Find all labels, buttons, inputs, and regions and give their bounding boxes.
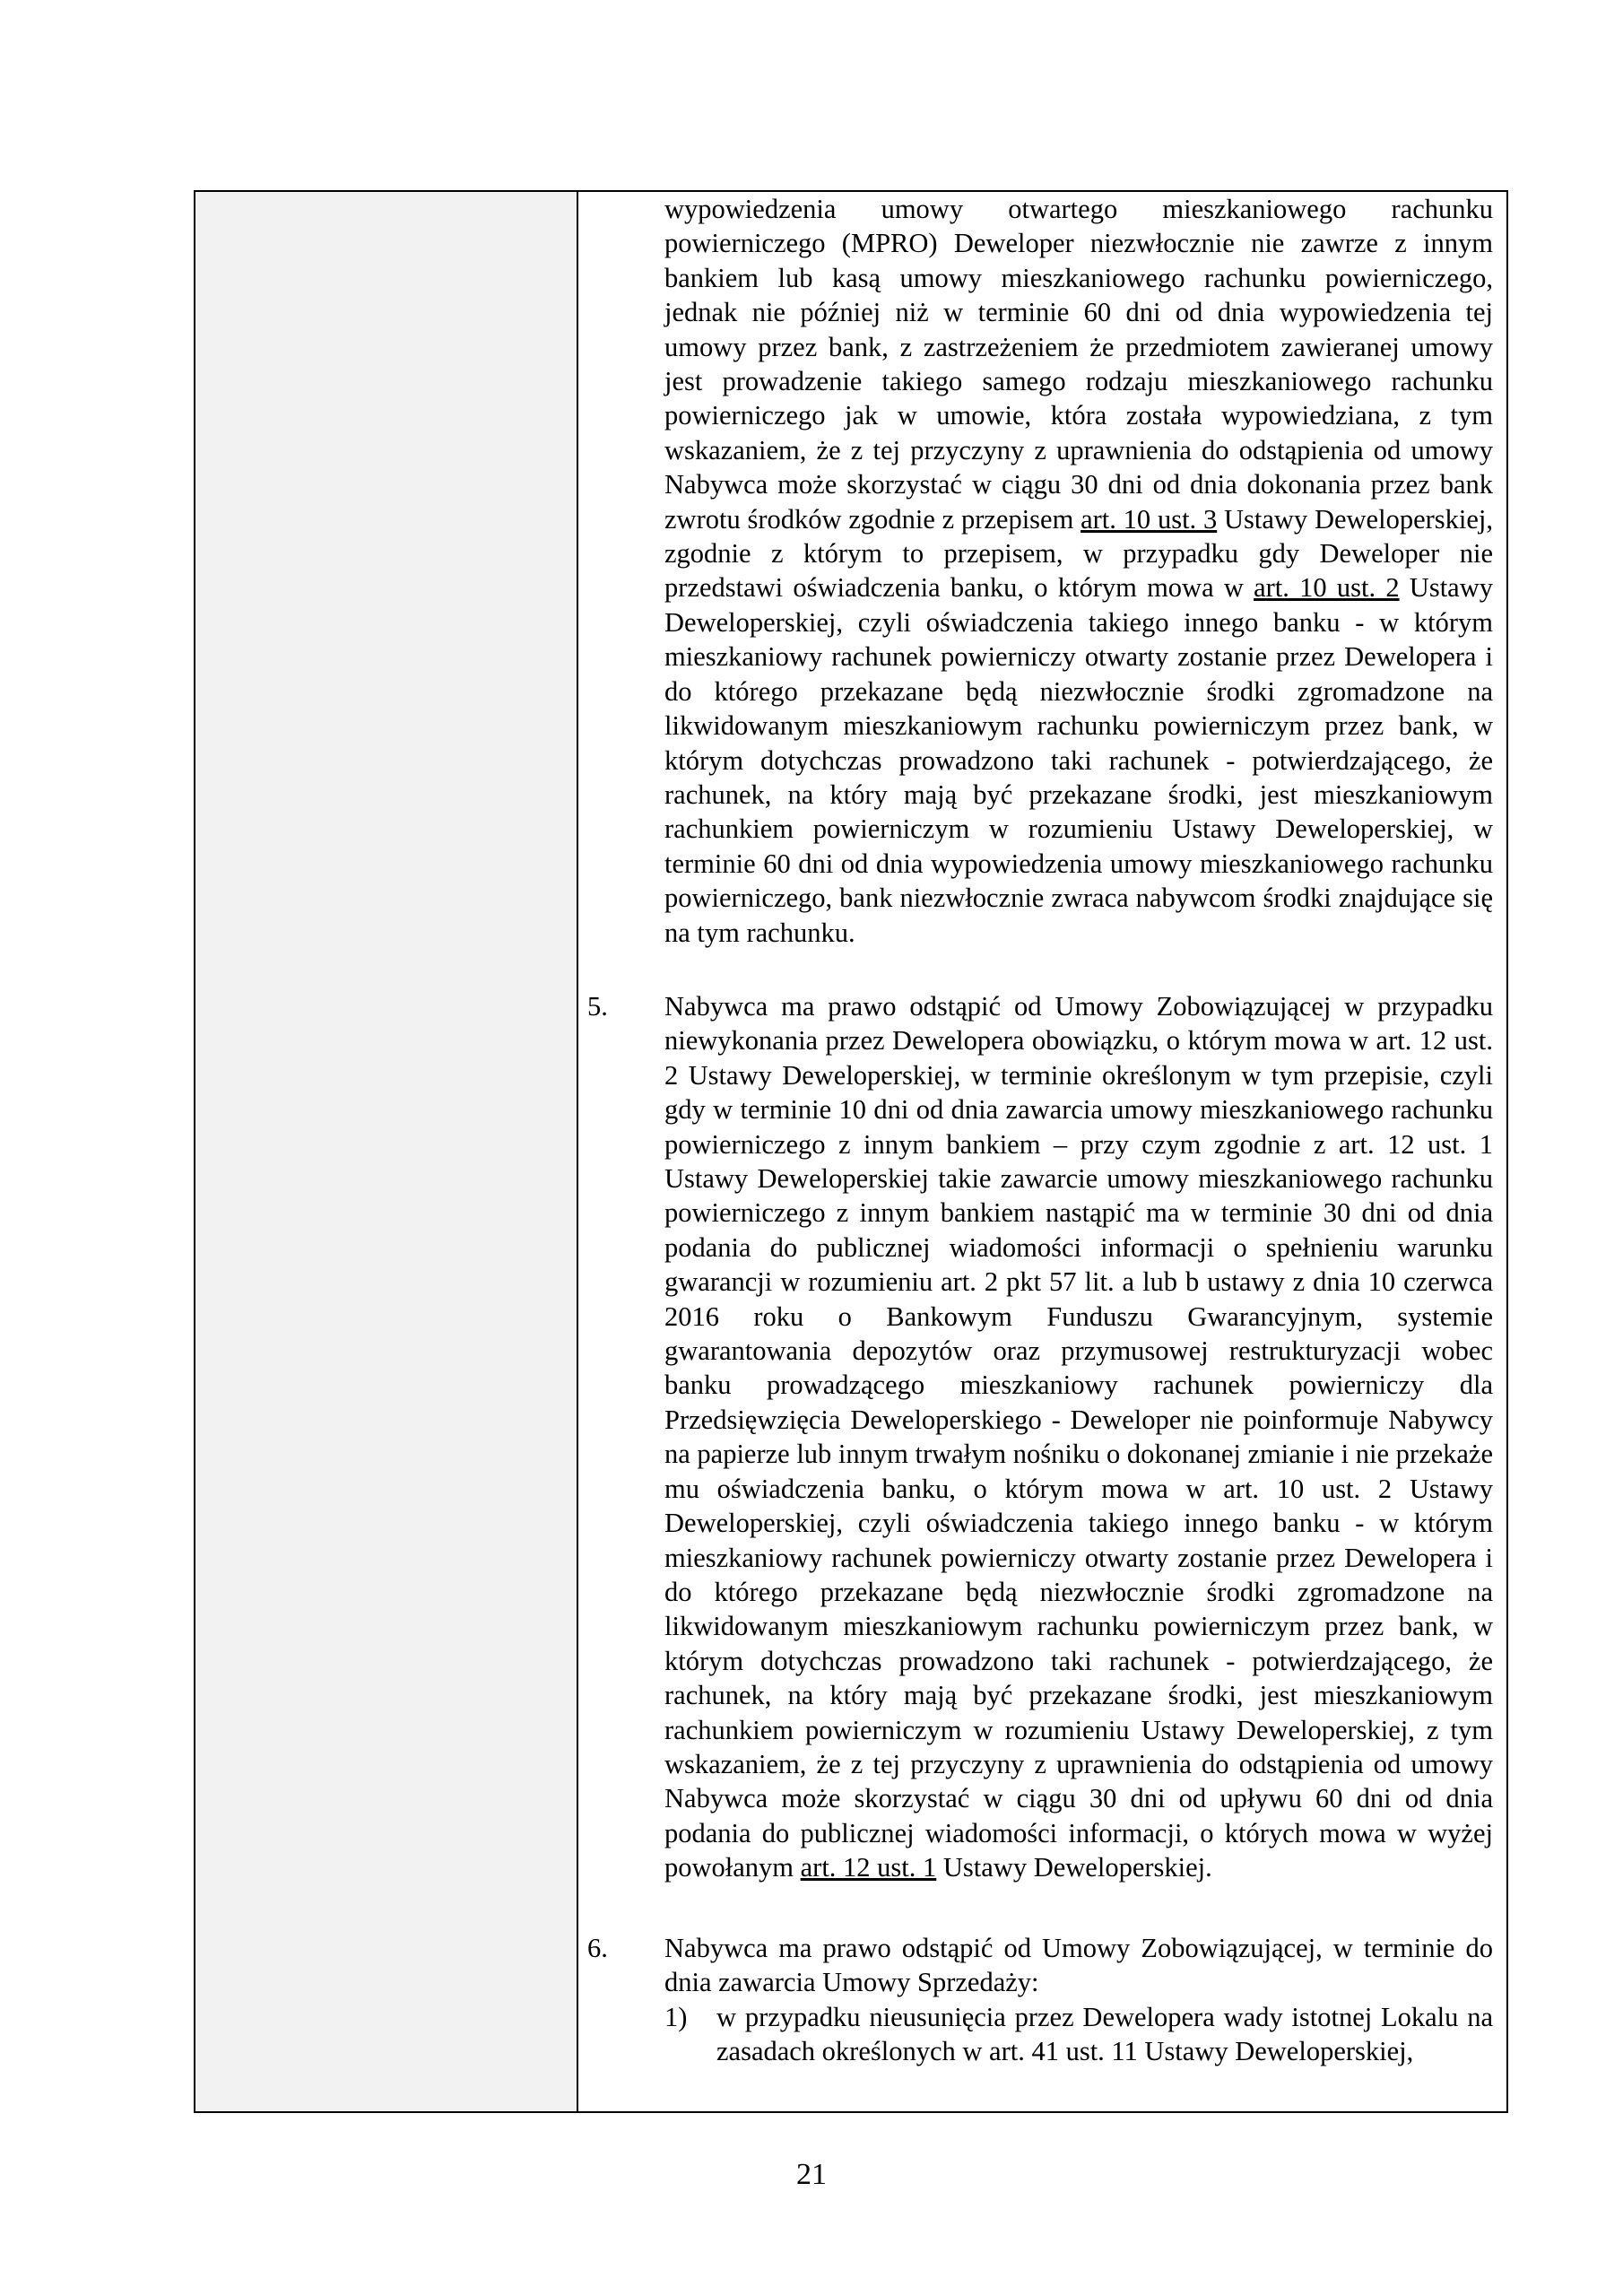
continued-text-3: Ustawy Deweloperskiej, czyli oświadczenia takiego innego banku - w którym mieszkaniowy rachunek powierniczy otwarty zostanie przez Dewelopera i do którego przekazane będą niezwłocznie środki zgromadzone na likwidowanym mieszkaniowym rachunku powierniczym przez bank, w którym dotychczas prowadzono taki rachunek - potwierdzającego, że rachunek, na który mają być przekazane środki, jest mieszkaniowym rachunkiem powierniczym w rozumieniu Ustawy Deweloperskiej, w terminie 60 dni od dnia wypowiedzenia umowy mieszkaniowego rachunku powierniczego, bank niezwłocznie zwraca nabywcom środki znajdujące się na tym rachunku.: [664, 572, 1493, 948]
right-column-cell: [580, 192, 1506, 2111]
item-5-text-1: Nabywca ma prawo odstąpić od Umowy Zobowiązującej w przypadku niewykonania przez Dewelopera obowiązku, o którym mowa w art. 12 ust. 2 Ustawy Deweloperskiej, w terminie określonym w tym przepisie, czyli gdy w terminie 10 dni od dnia zawarcia umowy mieszkaniowego rachunku powierniczego z innym bankiem – przy czym zgodnie z art. 12 ust. 1 Ustawy Deweloperskiej takie zawarcie umowy mieszkaniowego rachunku powierniczego z innym bankiem nastąpić ma w terminie 30 dni od dnia podania do publicznej wiadomości informacji o spełnieniu warunku gwarancji w rozumieniu art. 2 pkt 57 lit. a lub b ustawy z dnia 10 czerwca 2016 roku o Bankowym Funduszu Gwarancyjnym, systemie gwarantowania depozytów oraz przymusowej restrukturyzacji wobec banku prowadzącego mieszkaniowy rachunek powierniczy dla Przedsięwzięcia Deweloperskiego - Deweloper nie poinformuje Nabywcy na papierze lub innym trwałym nośniku o dokonanej zmianie i nie przekaże mu oświadczenia banku, o którym mowa w art. 10 ust. 2 Ustawy Deweloperskiej, czyli oświadczenia takiego innego banku - w którym mieszkaniowy rachunek powierniczy otwarty zostanie przez Dewelopera i do którego przekazane będą niezwłocznie środki zgromadzone na likwidowanym mieszkaniowym rachunku powierniczym przez bank, w którym dotychczas prowadzono taki rachunek - potwierdzającego, że rachunek, na który mają być przekazane środki, jest mieszkaniowym rachunkiem powierniczym w rozumieniu Ustawy Deweloperskiej, z tym wskazaniem, że z tej przyczyny z uprawnienia do odstąpienia od umowy Nabywca może skorzystać w ciągu 30 dni od upływu 60 dni od dnia podania do publicznej wiadomości informacji, o których mowa w wyżej powołanym: [664, 991, 1494, 1883]
item-5-paragraph: [664, 989, 1493, 1885]
item-6-number: 6.: [587, 1933, 608, 1963]
item-6-paragraph: Nabywca ma prawo odstąpić od Umowy Zobowiązującej, w terminie do dnia zawarcia Umowy Sprzedaży:: [664, 1933, 1493, 1998]
item-5-number: 5.: [587, 991, 608, 1022]
item-6-sub-1-number: 1): [664, 2002, 688, 2032]
legal-reference-link: art. 12 ust. 1: [800, 1852, 937, 1883]
content-table: [194, 190, 1508, 2113]
item-5-text-2: Ustawy Deweloperskiej.: [936, 1852, 1212, 1883]
continued-text-2: Ustawy Deweloperskiej, zgodnie z którym to przepisem, w przypadku gdy Deweloper nie przedstawi oświadczenia banku, o którym mowa w: [664, 503, 1493, 604]
left-column-cell: [195, 192, 578, 2111]
legal-reference-link: art. 10 ust. 3: [1081, 503, 1218, 535]
continued-text-1: wypowiedzenia umowy otwartego mieszkaniowego rachunku powierniczego (MPRO) Deweloper niezwłocznie nie zawrze z innym bankiem lub kasą umowy mieszkaniowego rachunku powierniczego, jednak nie później niż w terminie 60 dni od dnia wypowiedzenia tej umowy przez bank, z zastrzeżeniem że przedmiotem zawieranej umowy jest prowadzenie takiego samego rodzaju mieszkaniowego rachunku powierniczego jak w umowie, która została wypowiedziana, z tym wskazaniem, że z tej przyczyny z uprawnienia do odstąpienia od umowy Nabywca może skorzystać w ciągu 30 dni od dnia dokonania przez bank zwrotu środków zgodnie z przepisem: [664, 194, 1493, 535]
continued-paragraph: [664, 192, 1493, 950]
legal-reference-link: art. 10 ust. 2: [1254, 572, 1400, 604]
item-6-sub-1-paragraph: w przypadku nieusunięcia przez Dewelopera wady istotnej Lokalu na zasadach określonych w art. 41 ust. 11 Ustawy Deweloperskiej,: [716, 2002, 1493, 2067]
page-number: 21: [796, 2158, 827, 2191]
